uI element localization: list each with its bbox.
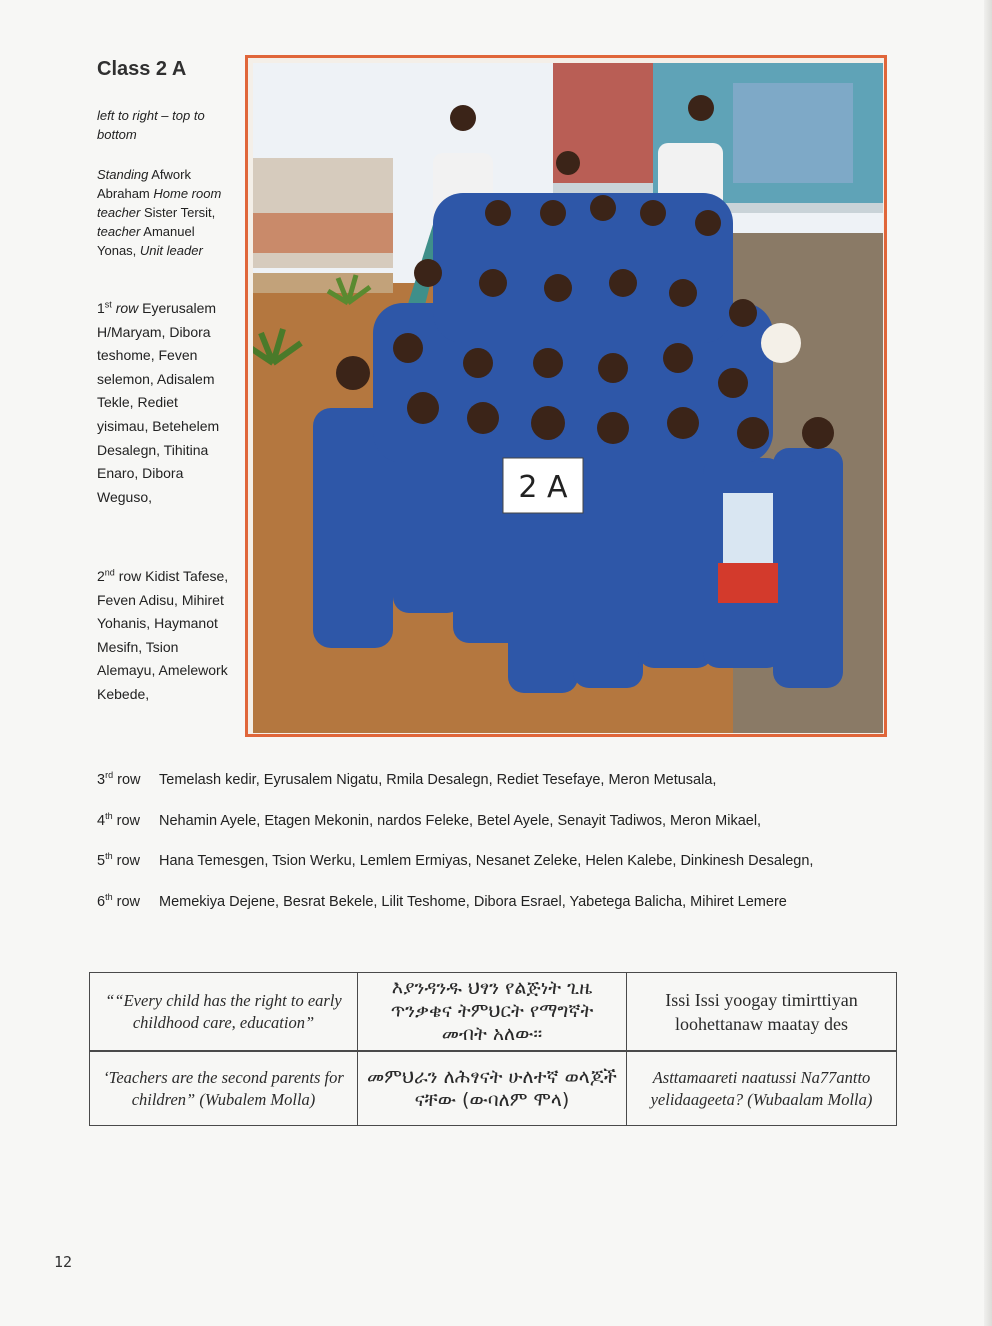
row-2-caption [97,565,232,707]
quote-wolaytta-2: Asttamaareti naatussi Na77antto yelidaageeta? (Wubaalam Molla) [627,1052,897,1126]
row-6-caption: 6th row Memekiya Dejene, Besrat Bekele, Lilit Teshome, Dibora Esrael, Yabetega Balicha, Mihiret Lemere [97,892,787,910]
standing-role-1: Home room teacher [97,186,222,220]
row-4-caption: 4th row Nehamin Ayele, Etagen Mekonin, nardos Feleke, Betel Ayele, Senayit Tadiwos, Meron Mikael, [97,811,762,829]
standing-role-3: Unit leader [139,243,203,258]
standing-name-1: Afwork Abraham [97,167,191,201]
row-1-caption [97,297,232,509]
row-6-names: Memekiya Dejene, Besrat Bekele, Lilit Teshome, Dibora Esrael, Yabetega Balicha, Mihiret Lemere [159,894,787,910]
class-photo-illustration [253,63,883,733]
quote-amharic-2: መምህራን ለሕፃናት ሁለተኛ ወላጆች ናቸው (ውባለም ሞላ) [358,1052,627,1126]
row-1-label: row [115,300,139,316]
standing-name-3: Amanuel Yonas, [97,224,195,258]
quote-english-1: ““Every child has the right to early childhood care, education” [90,973,358,1051]
row-1-number: 1 [97,300,105,316]
quote-table-2 [89,1051,897,1126]
row-4-names: Nehamin Ayele, Etagen Mekonin, nardos Feleke, Betel Ayele, Senayit Tadiwos, Meron Mikael, [159,813,762,829]
class-title: Class 2 A [97,58,187,80]
row-3-names: Temelash kedir, Eyrusalem Nigatu, Rmila Desalegn, Rediet Tesefaye, Meron Metusala, [159,772,717,788]
class-group-photo [245,55,887,737]
standing-role-2: teacher [97,224,141,239]
quote-wolaytta-1: Issi Issi yoogay timirttiyan loohettanaw maatay des [627,973,897,1051]
row-5-caption: 5th row Hana Temesgen, Tsion Werku, Lemlem Ermiyas, Nesanet Zeleke, Helen Kalebe, Dinkinesh Desalegn, [97,851,814,869]
standing-name-2: Sister Tersit, [144,205,216,220]
row-1-suffix: st [104,299,112,310]
row-2-names: Kidist Tafese, Feven Adisu, Mihiret Yohanis, Haymanot Mesifn, Tsion Alemayu, Amelework Kebede, [97,568,229,702]
row-1-names: Eyerusalem H/Maryam, Dibora teshome, Feven selemon, Adisalem Tekle, Rediet yisimau, Betehelem Desalegn, Tihitina Enaro, Dibora Weguso, [97,300,220,505]
quote-english-2: ‘Teachers are the second parents for children” (Wubalem Molla) [90,1052,358,1126]
quote-row [90,973,897,1051]
class-sign-text: 2 A [518,470,568,505]
page-edge-shadow [984,0,992,1326]
row-2-label: row [118,568,142,584]
page-number: 12 [54,1253,73,1271]
standing-label: Standing [97,167,149,182]
row-2-suffix: nd [104,567,115,578]
quote-row [90,1052,897,1126]
quote-amharic-1: እያንዳንዱ ህፃን የልጅነት ጊዜ ጥንቃቄና ትምህርት የማግኛት መብት አለው፡፡ [358,973,627,1051]
row-3-caption: 3rd row Temelash kedir, Eyrusalem Nigatu, Rmila Desalegn, Rediet Tesefaye, Meron Metusala, [97,770,717,788]
row-5-names: Hana Temesgen, Tsion Werku, Lemlem Ermiyas, Nesanet Zeleke, Helen Kalebe, Dinkinesh Desalegn, [159,853,814,869]
photo-order-note: left to right – top to bottom [97,108,205,142]
standing-caption [97,165,232,260]
row-2-number: 2 [97,568,105,584]
quote-table-1 [89,972,897,1051]
